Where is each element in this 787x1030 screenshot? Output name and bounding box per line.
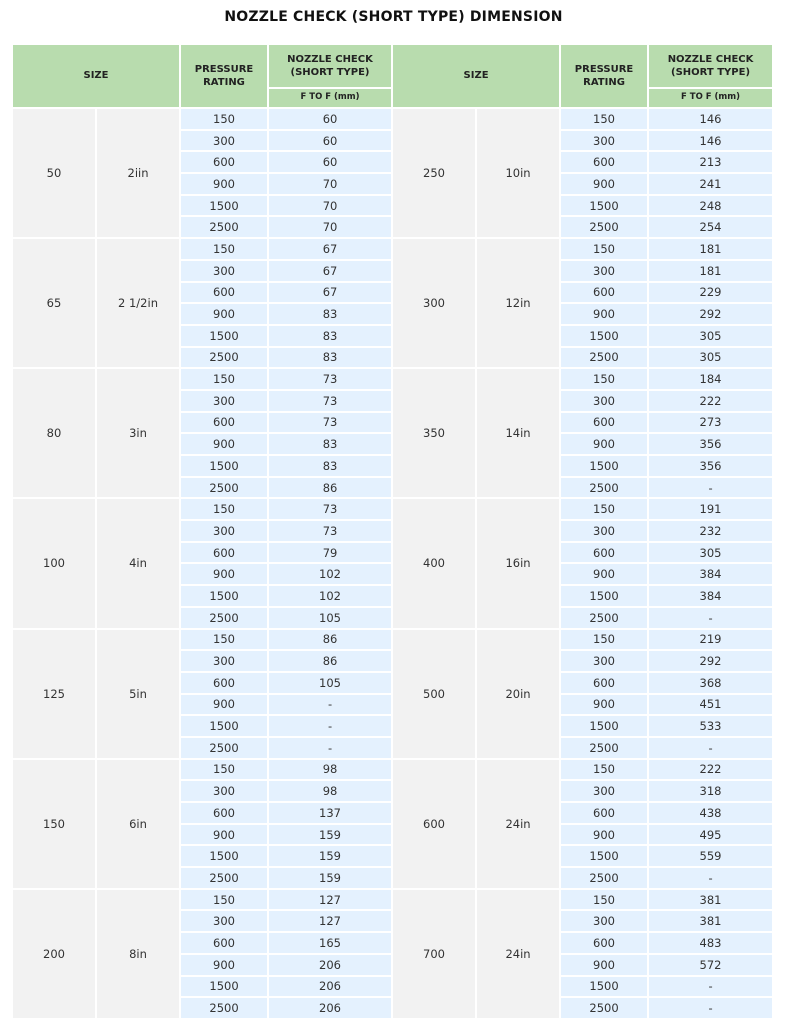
pressure-rating-cell: 2500 [181,738,269,760]
dimension-cell: 222 [649,391,772,413]
dimension-cell: 438 [649,803,772,825]
pressure-rating-cell: 1500 [181,326,269,348]
pressure-rating-cell: 300 [181,131,269,153]
dimension-cell: 105 [269,608,393,630]
dimension-cell: 159 [269,868,393,890]
size-dn-cell: 250 [393,109,477,239]
pressure-rating-cell: 2500 [561,738,649,760]
pressure-rating-cell: 600 [561,933,649,955]
pressure-rating-cell: 900 [561,434,649,456]
dimension-cell: 381 [649,911,772,933]
dimension-cell: 137 [269,803,393,825]
dimension-cell: - [269,716,393,738]
pressure-rating-cell: 150 [181,499,269,521]
dimension-cell: 305 [649,543,772,565]
pressure-rating-header: PRESSURE RATING [181,45,269,109]
pressure-rating-cell: 1500 [181,977,269,999]
dimension-cell: 206 [269,977,393,999]
pressure-rating-cell: 2500 [561,348,649,370]
pressure-rating-cell: 2500 [561,998,649,1020]
pressure-rating-cell: 900 [181,564,269,586]
size-nps-cell: 20in [477,630,561,760]
pressure-rating-cell: 600 [181,543,269,565]
pressure-rating-cell: 1500 [181,196,269,218]
table-row [13,760,772,782]
pressure-rating-cell: 1500 [181,456,269,478]
pressure-rating-cell: 300 [561,391,649,413]
dimension-cell: 83 [269,434,393,456]
pressure-rating-cell: 1500 [561,456,649,478]
pressure-rating-cell: 900 [181,825,269,847]
pressure-rating-cell: 300 [181,651,269,673]
dimension-cell: 451 [649,695,772,717]
pressure-rating-cell: 300 [561,781,649,803]
size-dn-cell: 300 [393,239,477,369]
pressure-rating-cell: 300 [181,911,269,933]
size-dn-cell: 500 [393,630,477,760]
pressure-rating-cell: 150 [181,760,269,782]
pressure-rating-cell: 150 [561,109,649,131]
dimension-cell: - [649,998,772,1020]
pressure-rating-cell: 150 [561,499,649,521]
pressure-rating-cell: 600 [561,413,649,435]
dimension-cell: 219 [649,630,772,652]
pressure-rating-cell: 600 [561,152,649,174]
size-nps-cell: 24in [477,760,561,890]
size-dn-cell: 100 [13,499,97,629]
dimension-cell: 305 [649,348,772,370]
pressure-rating-cell: 900 [561,304,649,326]
pressure-rating-cell: 2500 [181,998,269,1020]
dimension-cell: 318 [649,781,772,803]
pressure-rating-cell: 2500 [181,868,269,890]
size-nps-cell: 6in [97,760,181,890]
pressure-rating-cell: 600 [561,673,649,695]
dimension-cell: 70 [269,196,393,218]
dimension-cell: 384 [649,586,772,608]
table-row [13,890,772,912]
dimension-cell: 98 [269,760,393,782]
dimension-cell: 356 [649,456,772,478]
table-header [13,45,772,109]
size-nps-cell: 12in [477,239,561,369]
dimension-cell: - [649,868,772,890]
size-nps-cell: 4in [97,499,181,629]
dimension-cell: - [649,738,772,760]
pressure-rating-cell: 300 [181,521,269,543]
size-dn-cell: 200 [13,890,97,1020]
dimension-cell: 292 [649,304,772,326]
dimension-cell: 381 [649,890,772,912]
dimension-cell: 254 [649,217,772,239]
dimension-cell: 305 [649,326,772,348]
dimension-cell: 79 [269,543,393,565]
pressure-rating-cell: 150 [181,630,269,652]
size-dn-cell: 80 [13,369,97,499]
nozzle-check-header: NOZZLE CHECK (SHORT TYPE) [649,45,772,89]
dimension-cell: - [269,695,393,717]
pressure-rating-cell: 600 [181,413,269,435]
dimension-cell: - [649,977,772,999]
dimension-cell: - [649,478,772,500]
size-header: SIZE [13,45,181,109]
pressure-rating-cell: 600 [561,543,649,565]
size-nps-cell: 8in [97,890,181,1020]
dimension-cell: 60 [269,109,393,131]
pressure-rating-cell: 1500 [181,716,269,738]
dimension-cell: 559 [649,846,772,868]
dimension-cell: 98 [269,781,393,803]
dimension-cell: 165 [269,933,393,955]
pressure-rating-cell: 1500 [561,716,649,738]
dimension-cell: 146 [649,131,772,153]
pressure-rating-cell: 1500 [561,846,649,868]
dimension-cell: 229 [649,283,772,305]
pressure-rating-cell: 2500 [561,478,649,500]
pressure-rating-cell: 150 [181,890,269,912]
dimension-cell: 222 [649,760,772,782]
dimension-cell: 86 [269,478,393,500]
dimension-cell: 83 [269,456,393,478]
dimension-cell: 159 [269,825,393,847]
pressure-rating-cell: 150 [561,890,649,912]
dimension-cell: 83 [269,304,393,326]
table-row [13,369,772,391]
size-nps-cell: 10in [477,109,561,239]
dimension-cell: 67 [269,261,393,283]
pressure-rating-cell: 600 [181,152,269,174]
pressure-rating-cell: 1500 [181,586,269,608]
dimension-cell: 73 [269,413,393,435]
dimension-cell: 232 [649,521,772,543]
dimension-cell: 292 [649,651,772,673]
pressure-rating-cell: 900 [181,174,269,196]
pressure-rating-cell: 900 [561,825,649,847]
dimension-cell: 73 [269,391,393,413]
dimension-cell: 384 [649,564,772,586]
size-nps-cell: 14in [477,369,561,499]
pressure-rating-cell: 150 [181,369,269,391]
pressure-rating-cell: 600 [561,803,649,825]
size-dn-cell: 150 [13,760,97,890]
table-row [13,630,772,652]
pressure-rating-cell: 2500 [181,608,269,630]
pressure-rating-cell: 300 [561,131,649,153]
pressure-rating-cell: 600 [181,933,269,955]
dimension-cell: - [649,608,772,630]
dimension-cell: 83 [269,348,393,370]
dimension-cell: 67 [269,283,393,305]
dimension-cell: 146 [649,109,772,131]
dimension-cell: 127 [269,890,393,912]
size-nps-cell: 16in [477,499,561,629]
dimension-cell: 248 [649,196,772,218]
dimension-cell: 241 [649,174,772,196]
dimension-cell: 102 [269,586,393,608]
dimension-cell: 83 [269,326,393,348]
dimension-cell: 70 [269,174,393,196]
pressure-rating-cell: 2500 [181,478,269,500]
dimension-cell: 159 [269,846,393,868]
pressure-rating-cell: 1500 [561,586,649,608]
size-dn-cell: 350 [393,369,477,499]
pressure-rating-cell: 150 [561,369,649,391]
size-nps-cell: 2iin [97,109,181,239]
size-dn-cell: 50 [13,109,97,239]
nozzle-check-header: NOZZLE CHECK (SHORT TYPE) [269,45,393,89]
dimension-table [13,45,772,1020]
dimension-cell: 368 [649,673,772,695]
pressure-rating-cell: 1500 [561,326,649,348]
pressure-rating-cell: 2500 [181,217,269,239]
pressure-rating-cell: 600 [181,803,269,825]
pressure-rating-cell: 900 [181,955,269,977]
dimension-cell: 73 [269,521,393,543]
pressure-rating-cell: 150 [181,239,269,261]
dimension-cell: 73 [269,499,393,521]
dimension-cell: 483 [649,933,772,955]
pressure-rating-cell: 600 [561,283,649,305]
dimension-cell: 73 [269,369,393,391]
pressure-rating-cell: 150 [561,630,649,652]
table-row [13,239,772,261]
pressure-rating-cell: 1500 [561,977,649,999]
dimension-cell: 206 [269,998,393,1020]
pressure-rating-cell: 1500 [181,846,269,868]
pressure-rating-cell: 2500 [561,608,649,630]
size-nps-cell: 3in [97,369,181,499]
pressure-rating-cell: 900 [561,955,649,977]
dimension-cell: 495 [649,825,772,847]
dimension-cell: 86 [269,651,393,673]
page-title: NOZZLE CHECK (SHORT TYPE) DIMENSION [224,9,563,25]
pressure-rating-cell: 300 [561,521,649,543]
dimension-cell: 533 [649,716,772,738]
size-nps-cell: 24in [477,890,561,1020]
size-dn-cell: 125 [13,630,97,760]
size-dn-cell: 700 [393,890,477,1020]
dimension-cell: 70 [269,217,393,239]
table-body [13,109,772,1020]
table-row [13,499,772,521]
dimension-cell: 572 [649,955,772,977]
size-nps-cell: 5in [97,630,181,760]
dimension-cell: 127 [269,911,393,933]
size-dn-cell: 65 [13,239,97,369]
pressure-rating-cell: 900 [561,695,649,717]
pressure-rating-cell: 600 [181,673,269,695]
dimension-cell: 191 [649,499,772,521]
dimension-cell: 105 [269,673,393,695]
dimension-cell: 181 [649,239,772,261]
pressure-rating-cell: 900 [181,434,269,456]
size-nps-cell: 2 1/2in [97,239,181,369]
pressure-rating-cell: 150 [181,109,269,131]
unit-header: F TO F (mm) [269,89,393,109]
dimension-cell: - [269,738,393,760]
dimension-cell: 67 [269,239,393,261]
pressure-rating-header: PRESSURE RATING [561,45,649,109]
pressure-rating-cell: 900 [181,695,269,717]
dimension-cell: 60 [269,152,393,174]
pressure-rating-cell: 2500 [561,868,649,890]
size-header: SIZE [393,45,561,109]
dimension-cell: 213 [649,152,772,174]
pressure-rating-cell: 300 [561,911,649,933]
pressure-rating-cell: 900 [561,174,649,196]
pressure-rating-cell: 150 [561,760,649,782]
dimension-cell: 356 [649,434,772,456]
pressure-rating-cell: 150 [561,239,649,261]
dimension-cell: 273 [649,413,772,435]
dimension-cell: 60 [269,131,393,153]
pressure-rating-cell: 600 [181,283,269,305]
dimension-cell: 181 [649,261,772,283]
pressure-rating-cell: 900 [181,304,269,326]
pressure-rating-cell: 900 [561,564,649,586]
pressure-rating-cell: 300 [561,651,649,673]
dimension-cell: 86 [269,630,393,652]
pressure-rating-cell: 300 [181,781,269,803]
dimension-cell: 184 [649,369,772,391]
pressure-rating-cell: 300 [181,261,269,283]
table-row [13,109,772,131]
pressure-rating-cell: 300 [561,261,649,283]
pressure-rating-cell: 1500 [561,196,649,218]
pressure-rating-cell: 2500 [561,217,649,239]
pressure-rating-cell: 2500 [181,348,269,370]
dimension-cell: 206 [269,955,393,977]
size-dn-cell: 600 [393,760,477,890]
size-dn-cell: 400 [393,499,477,629]
pressure-rating-cell: 300 [181,391,269,413]
dimension-cell: 102 [269,564,393,586]
unit-header: F TO F (mm) [649,89,772,109]
